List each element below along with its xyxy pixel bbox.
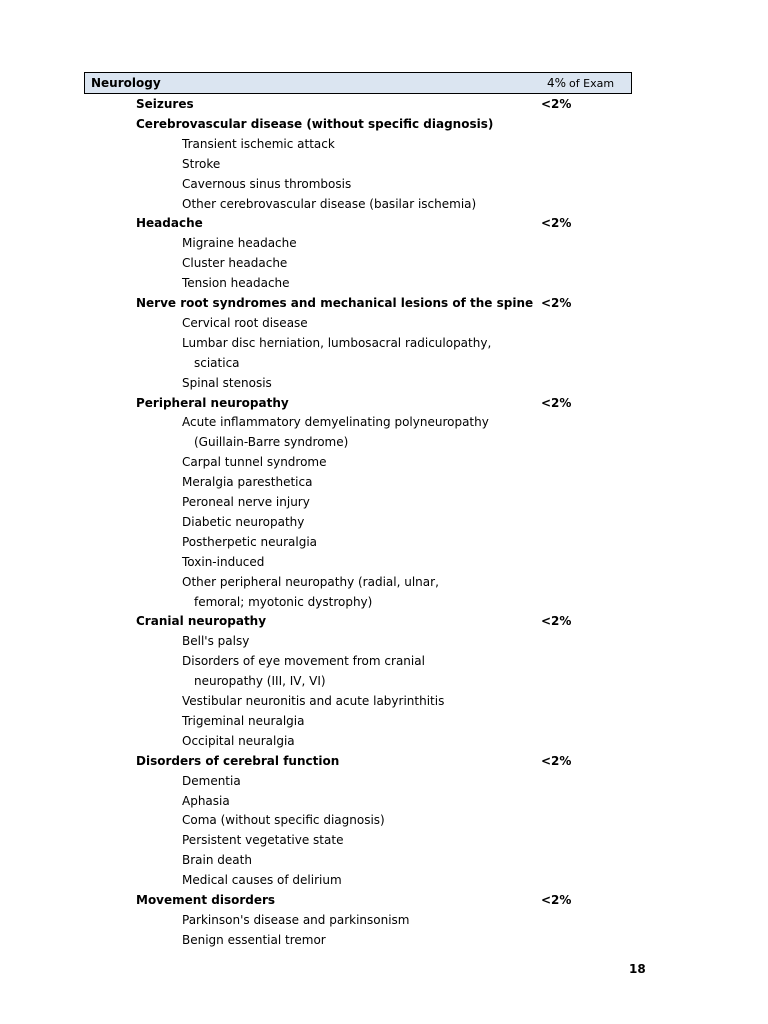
subtopic-item: Diabetic neuropathy: [182, 515, 305, 529]
topic-percentage: <2%: [541, 296, 572, 310]
subtopic-item: Trigeminal neuralgia: [182, 714, 305, 728]
subtopic-item: Occipital neuralgia: [182, 734, 295, 748]
subtopic-item: Other cerebrovascular disease (basilar ischemia): [182, 197, 477, 211]
topic-percentage: <2%: [541, 216, 572, 230]
subtopic-item: Transient ischemic attack: [182, 137, 335, 151]
topic-heading: Headache: [136, 216, 203, 230]
subtopic-item: Tension headache: [182, 276, 290, 290]
subtopic-item: Cervical root disease: [182, 316, 308, 330]
topic-heading: Seizures: [136, 97, 194, 111]
subtopic-item: femoral; myotonic dystrophy): [194, 595, 373, 609]
subtopic-item: Coma (without specific diagnosis): [182, 813, 385, 827]
subtopic-item: Medical causes of delirium: [182, 873, 342, 887]
topic-heading: Cerebrovascular disease (without specific diagnosis): [136, 117, 494, 131]
subtopic-item: Bell's palsy: [182, 634, 250, 648]
subtopic-item: neuropathy (III, IV, VI): [194, 674, 326, 688]
subtopic-item: Postherpetic neuralgia: [182, 535, 317, 549]
section-header: [84, 72, 632, 94]
subtopic-item: Acute inflammatory demyelinating polyneuropathy: [182, 415, 489, 429]
topic-percentage: <2%: [541, 754, 572, 768]
section-exam-percentage: [547, 76, 614, 90]
section-pct-label: of Exam: [569, 77, 615, 90]
subtopic-item: Cavernous sinus thrombosis: [182, 177, 352, 191]
subtopic-item: Cluster headache: [182, 256, 288, 270]
subtopic-item: Aphasia: [182, 794, 230, 808]
subtopic-item: Persistent vegetative state: [182, 833, 344, 847]
subtopic-item: Benign essential tremor: [182, 933, 326, 947]
subtopic-item: Toxin-induced: [182, 555, 265, 569]
topic-percentage: <2%: [541, 893, 572, 907]
subtopic-item: Migraine headache: [182, 236, 297, 250]
page-number: 18: [629, 962, 646, 976]
section-pct-number: 4%: [547, 76, 567, 90]
subtopic-item: Lumbar disc herniation, lumbosacral radiculopathy,: [182, 336, 492, 350]
subtopic-item: Parkinson's disease and parkinsonism: [182, 913, 410, 927]
subtopic-item: Dementia: [182, 774, 241, 788]
subtopic-item: Spinal stenosis: [182, 376, 272, 390]
subtopic-item: Stroke: [182, 157, 221, 171]
topic-heading: Peripheral neuropathy: [136, 396, 289, 410]
topic-heading: Cranial neuropathy: [136, 614, 267, 628]
subtopic-item: Carpal tunnel syndrome: [182, 455, 327, 469]
subtopic-item: Other peripheral neuropathy (radial, ulnar,: [182, 575, 439, 589]
subtopic-item: Brain death: [182, 853, 252, 867]
subtopic-item: Vestibular neuronitis and acute labyrinthitis: [182, 694, 445, 708]
subtopic-item: sciatica: [194, 356, 240, 370]
subtopic-item: Meralgia paresthetica: [182, 475, 313, 489]
topic-percentage: <2%: [541, 614, 572, 628]
section-title: Neurology: [91, 76, 161, 90]
subtopic-item: (Guillain-Barre syndrome): [194, 435, 349, 449]
topic-percentage: <2%: [541, 97, 572, 111]
topic-heading: Nerve root syndromes and mechanical lesions of the spine: [136, 296, 534, 310]
topic-heading: Movement disorders: [136, 893, 276, 907]
topic-percentage: <2%: [541, 396, 572, 410]
subtopic-item: Peroneal nerve injury: [182, 495, 310, 509]
subtopic-item: Disorders of eye movement from cranial: [182, 654, 425, 668]
topic-heading: Disorders of cerebral function: [136, 754, 340, 768]
